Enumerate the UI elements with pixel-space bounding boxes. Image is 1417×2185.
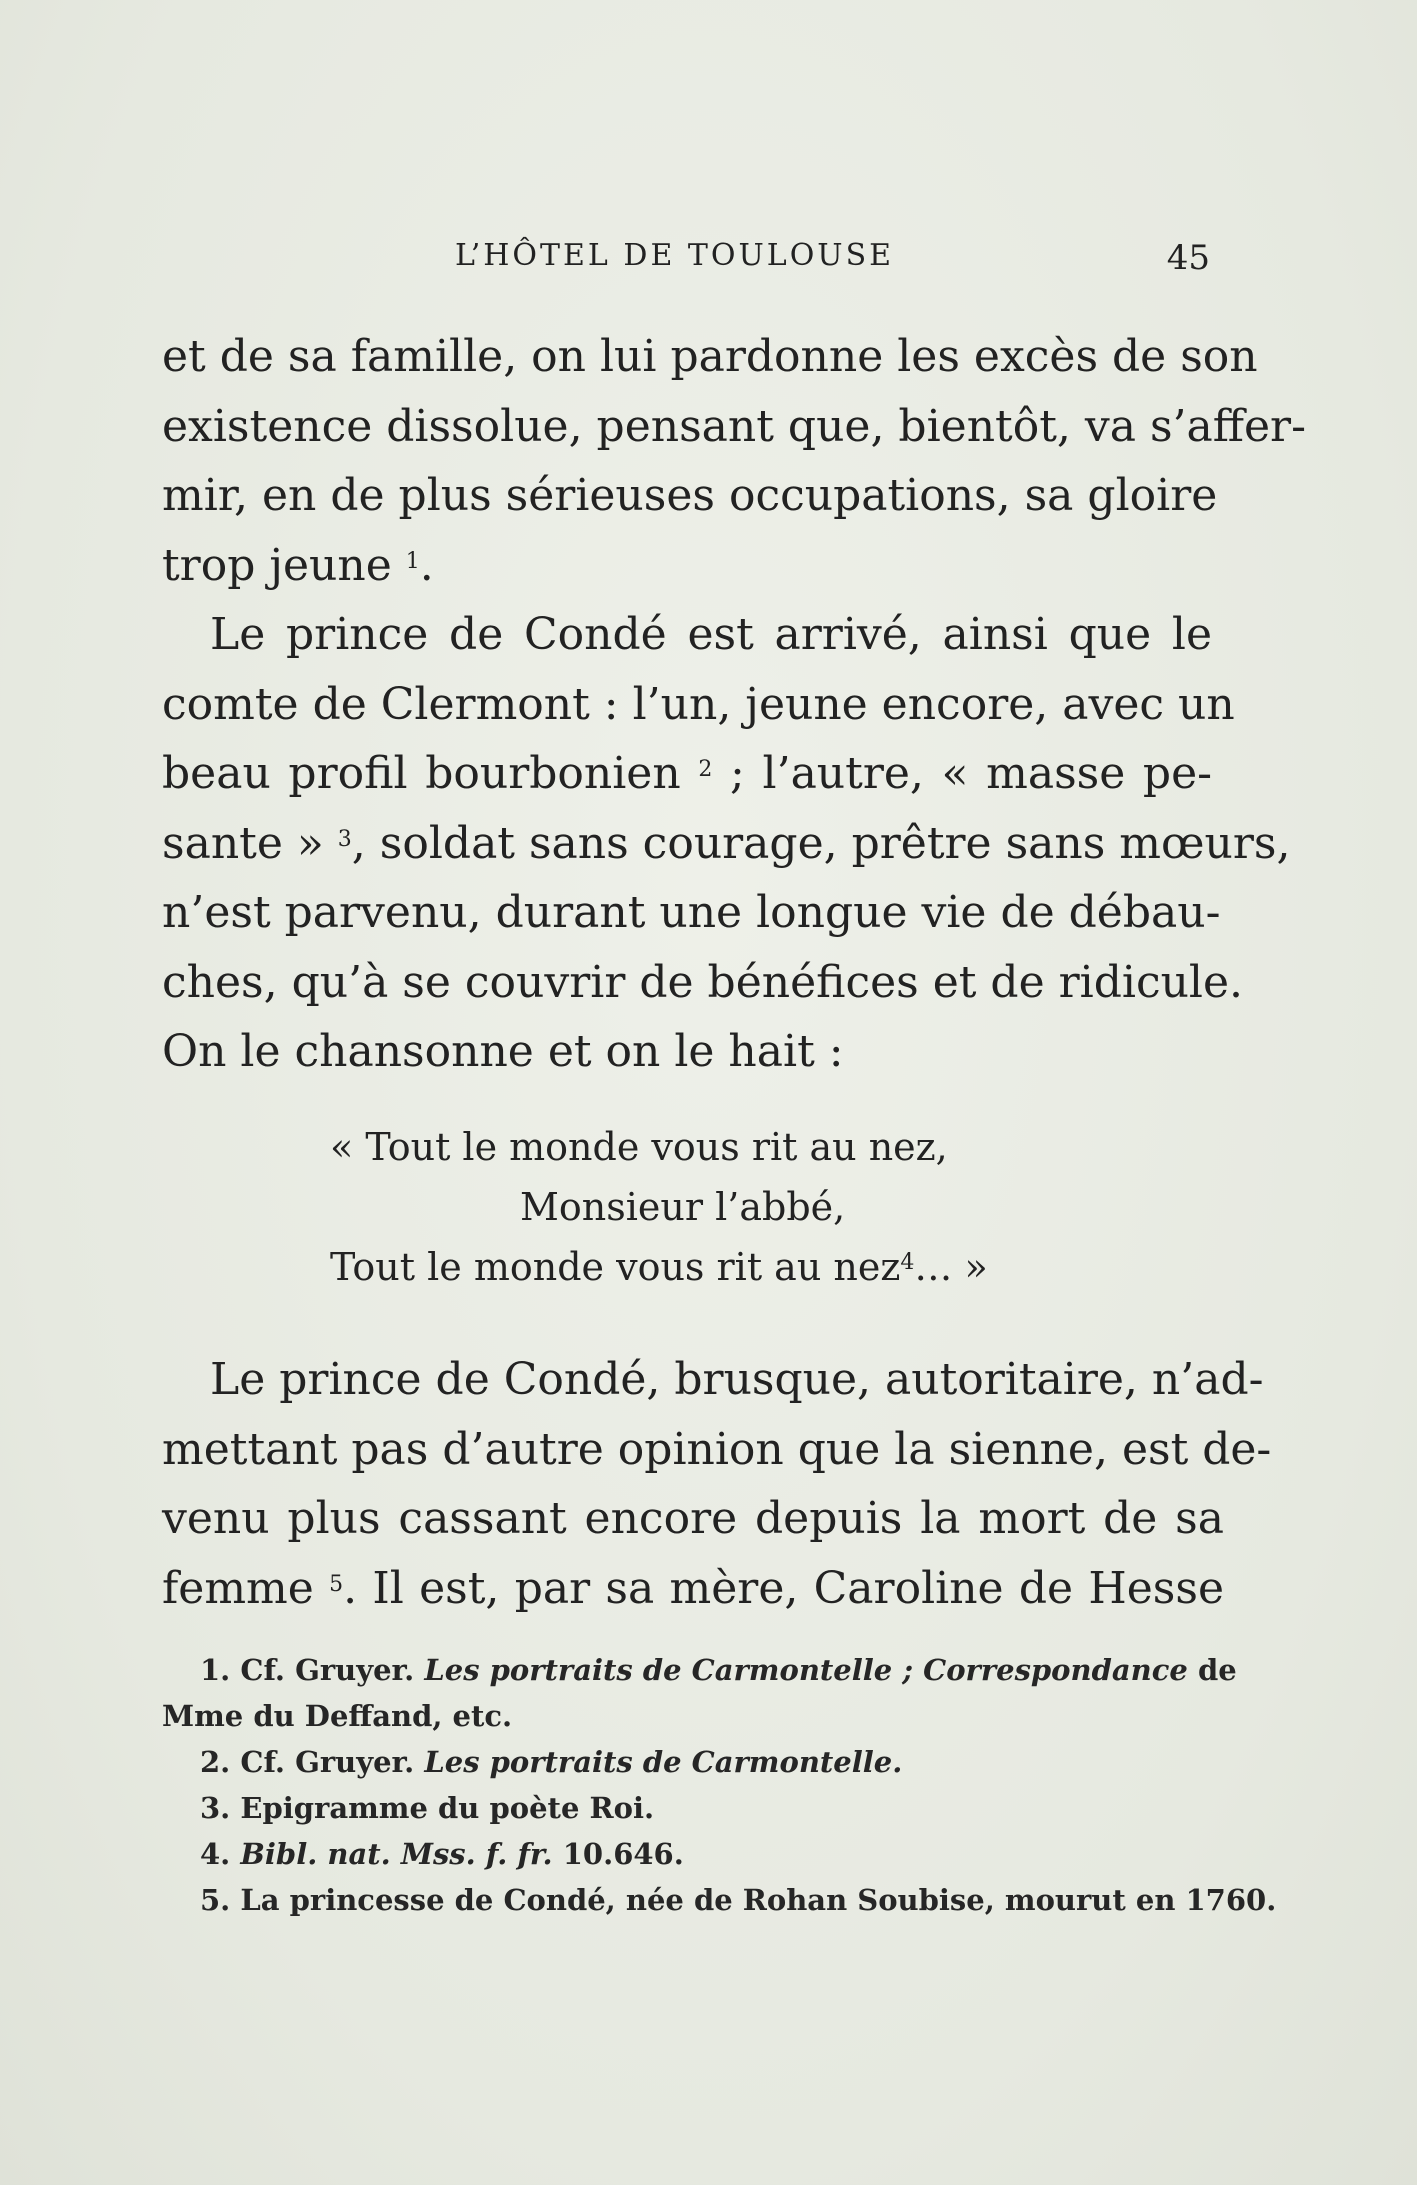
verse-line: Monsieur l’abbé, — [520, 1185, 846, 1229]
text-line: mir, en de plus sérieuses occupations, sa gloire — [162, 470, 1218, 521]
text-line: Le prince de Condé est arrivé, ainsi que le — [210, 609, 1212, 660]
text-line: n’est parvenu, durant une longue vie de débau- — [162, 887, 1221, 938]
footnote-2: 2. Cf. Gruyer. Les portraits de Carmontelle. — [200, 1745, 903, 1779]
verse-quote — [330, 1117, 1130, 1297]
text-line: ches, qu’à se couvrir de bénéfices et de ridicule. — [162, 956, 1244, 1008]
footnote-ref: 1 — [405, 548, 420, 574]
text-line: On le chansonne et on le hait : — [162, 1026, 844, 1077]
text-line: femme $^5$. Il est, par sa mère, Caroline de Hesse — [162, 1562, 1224, 1614]
running-title: L’HÔTEL DE TOULOUSE — [455, 238, 895, 273]
text-line: et de sa famille, on lui pardonne les excès de son — [162, 331, 1258, 382]
text-line: comte de Clermont : l’un, jeune encore, avec un — [162, 678, 1235, 730]
main-text — [162, 322, 1306, 1087]
footnote-ref: 3 — [337, 826, 352, 852]
text-line: Le prince de Condé, brusque, autoritaire, n’ad- — [210, 1354, 1264, 1405]
footnote-ref: 2 — [698, 757, 713, 782]
page-number: 45 — [1166, 238, 1210, 278]
text-line: venu plus cassant encore depuis la mort de sa — [162, 1493, 1224, 1544]
footnote-5: 5. La princesse de Condé, née de Rohan Soubise, mourut en 1760. — [200, 1883, 1277, 1917]
text-line: beau profil bourbonien $^2$ ; l’autre, « masse pe- — [162, 748, 1212, 799]
footnote-4: 4. Bibl. nat. Mss. f. fr. 10.646. — [200, 1837, 684, 1871]
footnotes — [162, 1647, 1277, 1923]
footnote-3: 3. Epigramme du poète Roi. — [200, 1791, 655, 1825]
text-line: sante » $^3$, soldat sans courage, prêtre sans mœurs, — [162, 817, 1291, 869]
main-text-continued — [162, 1345, 1272, 1623]
footnote-1: 1. Cf. Gruyer. Les portraits de Carmontelle ; Correspondance de — [200, 1653, 1237, 1687]
text-line: mettant pas d’autre opinion que la sienne, est de- — [162, 1423, 1272, 1475]
footnote-ref: 5 — [329, 1571, 344, 1597]
footnote-1-cont: Mme du Deffand, etc. — [162, 1699, 513, 1733]
text-line: trop jeune $^1$. — [162, 539, 434, 591]
footnote-ref: 4 — [900, 1250, 915, 1275]
page-header — [160, 238, 1210, 288]
text-line: existence dissolue, pensant que, bientôt, va s’affer- — [162, 400, 1306, 452]
verse-line: Tout le monde vous rit au nez$^4$… » — [330, 1245, 988, 1289]
verse-line: « Tout le monde vous rit au nez, — [330, 1125, 948, 1169]
